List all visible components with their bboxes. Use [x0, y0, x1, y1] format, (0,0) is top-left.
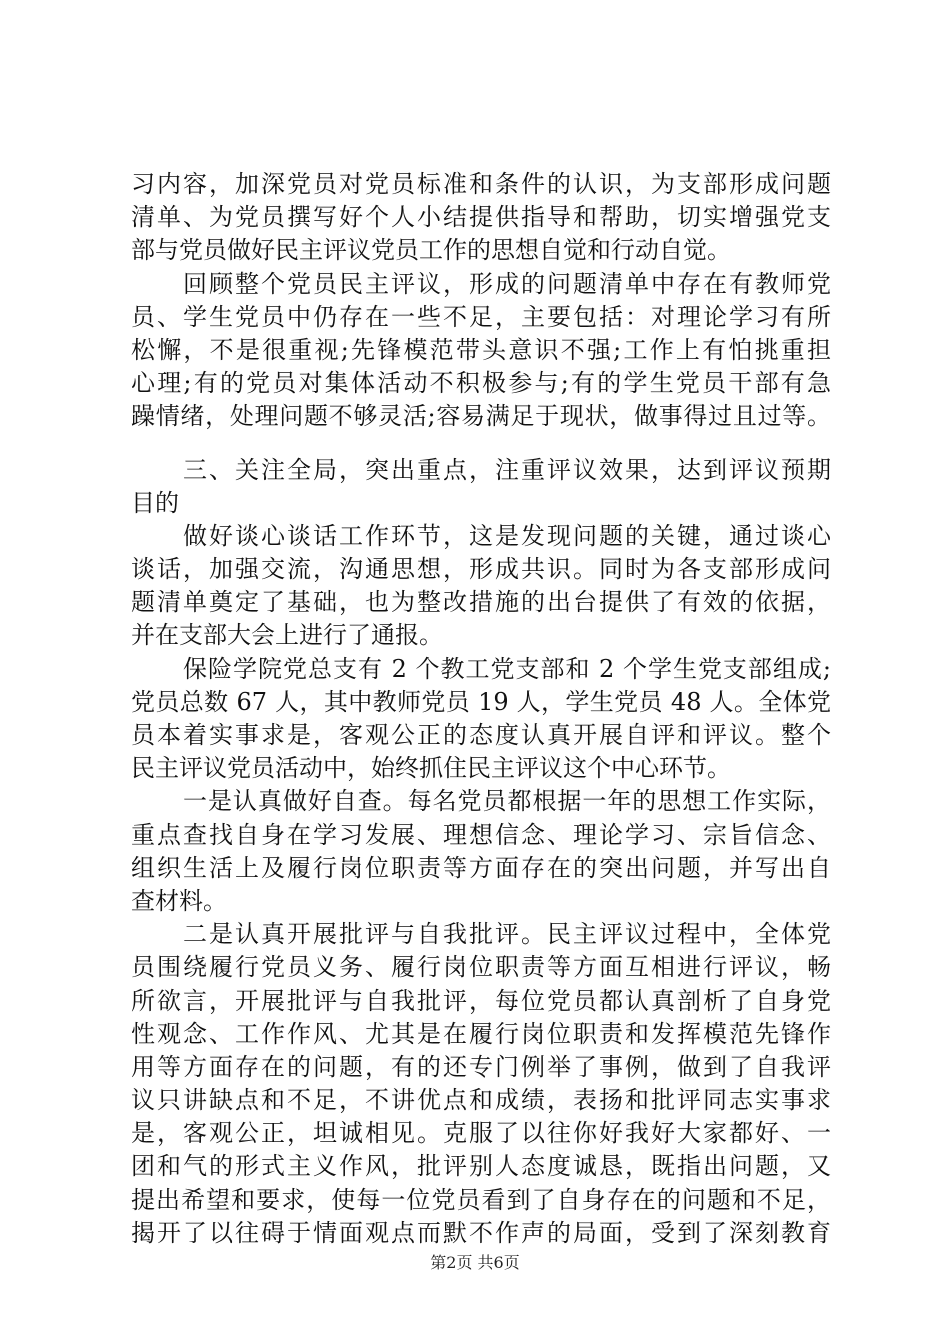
- text-line: 二是认真开展批评与自我批评。民主评议过程中，全体党: [183, 920, 831, 949]
- paragraph-gap: [131, 434, 831, 454]
- text-line: 题清单奠定了基础，也为整改措施的出台提供了有效的依据，: [131, 588, 831, 617]
- text-line: 松懈，不是很重视;先锋模范带头意识不强;工作上有怕挑重担: [131, 335, 831, 364]
- text-line: 组织生活上及履行岗位职责等方面存在的突出问题，并写出自: [131, 853, 831, 882]
- text-line: 习内容，加深党员对党员标准和条件的认识，为支部形成问题: [131, 170, 831, 198]
- section-heading: 三、关注全局，突出重点，注重评议效果，达到评议预期: [183, 455, 831, 484]
- text-line: 谈话，加强交流，沟通思想，形成共识。同时为各支部形成问: [131, 555, 831, 584]
- text-line: 清单、为党员撰写好个人小结提供指导和帮助，切实增强党支: [131, 203, 831, 232]
- page-number-footer: 第2页 共6页: [430, 1253, 520, 1272]
- text-line: 一是认真做好自查。每名党员都根据一年的思想工作实际，: [183, 787, 831, 816]
- text-line: 党员总数 67 人，其中教师党员 19 人，学生党员 48 人。全体党: [131, 687, 831, 716]
- text-line: 性观念、工作作风、尤其是在履行岗位职责和发挥模范先锋作: [131, 1019, 831, 1048]
- text-line: 员本着实事求是，客观公正的态度认真开展自评和评议。整个: [131, 721, 831, 749]
- text-line: 揭开了以往碍于情面观点而默不作声的局面，受到了深刻教育: [131, 1218, 831, 1247]
- text-line: 心理;有的党员对集体活动不积极参与;有的学生党员干部有急: [131, 369, 831, 398]
- text-line: 查材料。: [131, 886, 227, 915]
- text-line: 所欲言，开展批评与自我批评，每位党员都认真剖析了自身党: [131, 986, 831, 1015]
- text-line: 民主评议党员活动中，始终抓住民主评议这个中心环节。: [131, 754, 731, 783]
- section-heading-continued: 目的: [131, 488, 179, 517]
- text-line: 员、学生党员中仍存在一些不足，主要包括：对理论学习有所: [131, 302, 831, 331]
- text-line: 做好谈心谈话工作环节，这是发现问题的关键，通过谈心: [183, 521, 831, 550]
- text-line: 重点查找自身在学习发展、理想信念、理论学习、宗旨信念、: [131, 820, 831, 849]
- text-line: 回顾整个党员民主评议，形成的问题清单中存在有教师党: [183, 269, 831, 298]
- text-line: 是，客观公正，坦诚相见。克服了以往你好我好大家都好、一: [131, 1119, 831, 1148]
- text-line: 并在支部大会上进行了通报。: [131, 621, 443, 650]
- text-line: 团和气的形式主义作风，批评别人态度诚恳，既指出问题，又: [131, 1152, 831, 1181]
- text-line: 议只讲缺点和不足，不讲优点和成绩，表扬和批评同志实事求: [131, 1086, 831, 1115]
- text-line: 保险学院党总支有 2 个教工党支部和 2 个学生党支部组成;: [183, 654, 831, 683]
- text-line: 躁情绪，处理问题不够灵活;容易满足于现状，做事得过且过等。: [131, 402, 831, 431]
- document-body: [131, 168, 831, 1250]
- text-line: 部与党员做好民主评议党员工作的思想自觉和行动自觉。: [131, 236, 731, 265]
- text-line: 员围绕履行党员义务、履行岗位职责等方面互相进行评议，畅: [131, 953, 831, 982]
- text-line: 用等方面存在的问题，有的还专门例举了事例，做到了自我评: [131, 1052, 831, 1081]
- text-line: 提出希望和要求，使每一位党员看到了自身存在的问题和不足，: [131, 1185, 831, 1214]
